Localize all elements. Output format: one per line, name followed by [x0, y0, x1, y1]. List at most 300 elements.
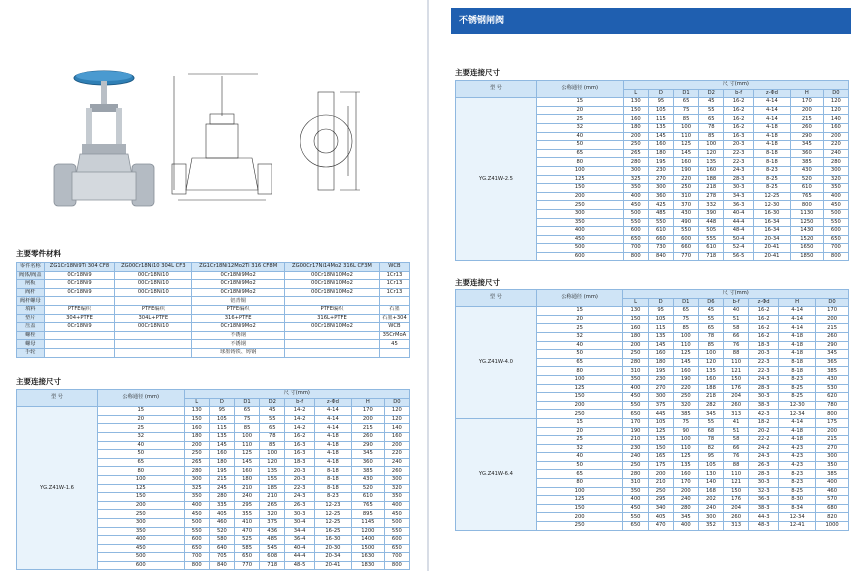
table-cell: 240 — [384, 458, 409, 467]
table-header-cell: D1 — [673, 298, 698, 307]
table-cell: 765 — [351, 501, 384, 510]
table-cell: 1400 — [351, 536, 384, 545]
table-cell: 24-3 — [749, 453, 779, 462]
table-header-cell: 型 号 — [17, 390, 98, 407]
table-cell: 球墨铸铁、铸钢 — [192, 348, 285, 357]
table-cell: 130 — [623, 307, 648, 316]
table-cell: 12-25 — [753, 192, 790, 201]
table-cell: 32-3 — [749, 487, 779, 496]
table-cell: 278 — [699, 192, 724, 201]
table-cell — [44, 331, 115, 340]
table-cell: 230 — [623, 444, 648, 453]
table-cell: 0Cr18Ni9Mo2 — [192, 280, 285, 289]
table-cell: 4-18 — [753, 123, 790, 132]
table-cell: 176 — [724, 496, 749, 505]
table-cell: 20-30 — [314, 544, 351, 553]
table-cell: 210 — [648, 479, 673, 488]
table-cell: 51 — [724, 315, 749, 324]
table-cell: 145 — [673, 149, 698, 158]
table-cell: 78 — [699, 123, 724, 132]
table-cell: 120 — [699, 149, 724, 158]
table-cell: 650 — [823, 235, 848, 244]
table-cell: 44-4 — [285, 553, 315, 562]
table-cell: 20 — [536, 427, 623, 436]
table-cell: 570 — [816, 496, 849, 505]
table-cell: 175 — [816, 418, 849, 427]
table-cell: 200 — [184, 441, 209, 450]
table-cell: 1650 — [790, 244, 823, 253]
table-cell: 26-3 — [285, 501, 315, 510]
table-cell: 520 — [209, 527, 234, 536]
table-cell: 345 — [351, 450, 384, 459]
table-cell: 15 — [536, 307, 623, 316]
table-cell: 32 — [536, 332, 623, 341]
table-cell: 65 — [536, 470, 623, 479]
table-cell: 450 — [536, 235, 623, 244]
table-cell: 150 — [536, 504, 623, 513]
table-cell: 85 — [698, 341, 723, 350]
table-cell: 8-18 — [779, 358, 816, 367]
table-cell: 1Cr13 — [379, 271, 409, 280]
table-cell: 610 — [699, 244, 724, 253]
table-cell: 8-18 — [314, 467, 351, 476]
table-cell: 28-3 — [749, 384, 779, 393]
table-cell: 770 — [673, 252, 698, 261]
table-cell: 42-3 — [749, 410, 779, 419]
table-cell: 600 — [623, 227, 648, 236]
table-cell: 95 — [648, 307, 673, 316]
table-cell: 145 — [209, 441, 234, 450]
table-cell: 200 — [623, 132, 648, 141]
table-cell: 550 — [648, 218, 673, 227]
table-cell: 610 — [351, 493, 384, 502]
table-cell: 385 — [790, 158, 823, 167]
table-cell: 180 — [623, 123, 648, 132]
table-cell: 180 — [209, 458, 234, 467]
table-cell: 530 — [816, 384, 849, 393]
table-cell: 170 — [816, 307, 849, 316]
table-cell: 350 — [623, 487, 648, 496]
table-cell: 430 — [816, 375, 849, 384]
table-cell: 280 — [184, 467, 209, 476]
table-cell: 20-3 — [285, 475, 315, 484]
dimension-table-right-bottom — [455, 289, 849, 531]
table-cell: 718 — [699, 252, 724, 261]
table-cell: 4-23 — [779, 461, 816, 470]
table-cell: 150 — [184, 415, 209, 424]
table-cell: 65 — [673, 98, 698, 107]
table-cell: 460 — [816, 487, 849, 496]
table-cell: 718 — [260, 561, 285, 570]
table-cell: 65 — [699, 115, 724, 124]
table-cell: 350 — [823, 184, 848, 193]
table-cell: 100 — [97, 475, 184, 484]
table-cell: 8-23 — [779, 375, 816, 384]
table-cell: 340 — [648, 504, 673, 513]
table-cell: 105 — [648, 418, 673, 427]
table-cell — [379, 348, 409, 357]
table-cell: 120 — [384, 415, 409, 424]
table-cell: 00Cr18Ni10Mo2 — [285, 323, 380, 332]
table-cell: 100 — [260, 450, 285, 459]
table-cell: 螺母 — [17, 340, 45, 349]
table-cell: 160 — [234, 467, 259, 476]
table-cell: 12-41 — [779, 522, 816, 531]
table-cell: 00Cr18Ni10Mo2 — [285, 271, 380, 280]
table-cell: 280 — [623, 158, 648, 167]
table-cell: 200 — [673, 487, 698, 496]
table-cell: 100 — [673, 123, 698, 132]
table-cell: 100 — [698, 350, 723, 359]
table-cell: 260 — [724, 401, 749, 410]
table-cell: 130 — [698, 470, 723, 479]
table-cell: 14-2 — [285, 424, 315, 433]
table-cell: 170 — [673, 479, 698, 488]
table-cell: 160 — [673, 367, 698, 376]
table-cell: 8-23 — [779, 470, 816, 479]
table-cell: 12-30 — [779, 401, 816, 410]
table-cell: 200 — [536, 192, 623, 201]
table-cell: 120 — [823, 106, 848, 115]
table-cell: 200 — [623, 341, 648, 350]
table-cell: 88 — [724, 461, 749, 470]
table-cell: 660 — [648, 235, 673, 244]
table-cell: 300 — [648, 393, 673, 402]
table-cell: 125 — [673, 141, 698, 150]
table-cell: 40 — [536, 453, 623, 462]
table-cell: 8-25 — [779, 487, 816, 496]
table-cell: 600 — [97, 561, 184, 570]
table-cell: 240 — [234, 493, 259, 502]
table-cell: 25 — [97, 424, 184, 433]
table-cell: 150 — [724, 487, 749, 496]
table-cell — [379, 297, 409, 306]
table-cell: 125 — [536, 175, 623, 184]
table-cell: 250 — [673, 184, 698, 193]
table-cell: 95 — [648, 98, 673, 107]
table-cell: 120 — [260, 458, 285, 467]
table-cell: 436 — [260, 527, 285, 536]
table-cell: 68 — [698, 427, 723, 436]
table-cell: 260 — [351, 432, 384, 441]
table-cell: 4-14 — [314, 424, 351, 433]
table-cell: 550 — [184, 527, 209, 536]
table-header-cell: z-Φd — [314, 398, 351, 407]
table-cell: 1430 — [790, 227, 823, 236]
table-cell: 260 — [790, 123, 823, 132]
table-cell: 100 — [536, 487, 623, 496]
table-cell: 195 — [209, 467, 234, 476]
table-cell: 430 — [790, 166, 823, 175]
table-cell: 闸板 — [17, 280, 45, 289]
table-cell: 65 — [234, 407, 259, 416]
table-cell: 40 — [536, 341, 623, 350]
table-cell: 填料 — [17, 305, 45, 314]
table-cell: 202 — [698, 496, 723, 505]
table-cell: 22-3 — [749, 367, 779, 376]
table-cell: 350 — [623, 375, 648, 384]
table-cell: 295 — [648, 496, 673, 505]
table-cell: 36-3 — [749, 496, 779, 505]
table-cell: 22-3 — [285, 484, 315, 493]
table-cell: 110 — [234, 441, 259, 450]
table-cell: 840 — [648, 252, 673, 261]
table-cell: 313 — [724, 522, 749, 531]
table-cell — [115, 297, 192, 306]
table-cell: 85 — [673, 115, 698, 124]
table-cell: 75 — [673, 106, 698, 115]
table-cell: 55 — [698, 418, 723, 427]
table-cell: 160 — [698, 375, 723, 384]
table-header-cell: L — [184, 398, 209, 407]
table-cell: 282 — [698, 401, 723, 410]
table-header-cell: 公称通径 (mm) — [97, 390, 184, 407]
table-row — [17, 297, 410, 306]
table-header-cell: b-f — [724, 298, 749, 307]
table-cell: 220 — [673, 175, 698, 184]
table-cell: 500 — [97, 553, 184, 562]
table-cell: 500 — [623, 209, 648, 218]
table-cell: 115 — [648, 115, 673, 124]
table-cell: 110 — [673, 444, 698, 453]
table-cell: 800 — [623, 252, 648, 261]
table-cell: 160 — [384, 432, 409, 441]
table-header-cell: D — [648, 89, 673, 98]
table-cell: 12-25 — [314, 510, 351, 519]
table-cell: 160 — [648, 141, 673, 150]
table-cell: 400 — [816, 479, 849, 488]
table-cell: 660 — [673, 244, 698, 253]
table-cell: 4-14 — [753, 106, 790, 115]
table-cell: 176 — [724, 384, 749, 393]
table-cell: 20-41 — [314, 561, 351, 570]
table-cell: 34-4 — [285, 527, 315, 536]
table-cell: 阀杆螺母 — [17, 297, 45, 306]
table-cell: 320 — [384, 484, 409, 493]
table-cell: 20-34 — [753, 235, 790, 244]
table-cell: 240 — [623, 453, 648, 462]
table-cell: 200 — [823, 132, 848, 141]
table-cell: 345 — [816, 350, 849, 359]
table-cell: 310 — [623, 479, 648, 488]
table-cell: 190 — [623, 427, 648, 436]
table-cell: 4-14 — [753, 98, 790, 107]
table-cell: 450 — [384, 510, 409, 519]
table-cell: 28-3 — [724, 175, 754, 184]
table-cell: 38-3 — [749, 401, 779, 410]
table-cell: 90 — [673, 427, 698, 436]
table-cell: 218 — [698, 393, 723, 402]
table-cell: 220 — [823, 141, 848, 150]
table-cell: 700 — [184, 553, 209, 562]
table-cell: 450 — [623, 393, 648, 402]
table-cell: 650 — [623, 522, 648, 531]
table-row — [17, 340, 410, 349]
table-cell: 4-14 — [779, 315, 816, 324]
table-cell: 66 — [724, 332, 749, 341]
table-cell: 8-23 — [779, 479, 816, 488]
table-cell: 470 — [648, 522, 673, 531]
table-cell: 280 — [623, 358, 648, 367]
table-cell: 550 — [823, 218, 848, 227]
table-cell: 50 — [536, 141, 623, 150]
table-cell: 370 — [673, 201, 698, 210]
table-cell: 44-4 — [724, 218, 754, 227]
table-cell: 215 — [209, 475, 234, 484]
table-cell: 800 — [790, 201, 823, 210]
table-cell: 313 — [724, 410, 749, 419]
table-cell: 121 — [724, 479, 749, 488]
table-cell: 448 — [699, 218, 724, 227]
model-cell: YG.Z41W-2.5 — [456, 98, 537, 261]
table-cell: 180 — [184, 432, 209, 441]
table-cell: 520 — [790, 175, 823, 184]
table-cell: 450 — [97, 544, 184, 553]
table-cell: 250 — [673, 393, 698, 402]
table-cell: 00Cr18Ni10 — [115, 323, 192, 332]
table-cell: 335 — [209, 501, 234, 510]
table-cell: 8-18 — [753, 158, 790, 167]
table-cell: 石墨+304 — [379, 314, 409, 323]
table-cell: 50 — [536, 461, 623, 470]
table-cell: 55 — [699, 106, 724, 115]
table-cell: 16-3 — [724, 132, 754, 141]
table-cell: 85 — [234, 424, 259, 433]
table-cell: 350 — [97, 527, 184, 536]
table-cell: 130 — [623, 98, 648, 107]
table-cell: 550 — [623, 401, 648, 410]
table-cell: 4-18 — [314, 432, 351, 441]
table-cell: 40-4 — [285, 544, 315, 553]
table-cell: 265 — [260, 501, 285, 510]
table-cell: 8-30 — [779, 496, 816, 505]
table-cell: 450 — [623, 201, 648, 210]
table-cell: 800 — [823, 252, 848, 261]
table-cell: 16-2 — [724, 98, 754, 107]
right-page — [429, 0, 855, 571]
table-cell: 555 — [699, 235, 724, 244]
table-cell: 650 — [234, 553, 259, 562]
table-row — [17, 314, 410, 323]
table-cell: 230 — [648, 166, 673, 175]
table-cell: 100 — [536, 375, 623, 384]
table-cell: 12-30 — [753, 201, 790, 210]
table-cell: 24-3 — [724, 166, 754, 175]
table-cell — [44, 348, 115, 357]
table-cell: 280 — [673, 504, 698, 513]
table-cell: 0Cr18Ni9 — [44, 323, 115, 332]
table-cell: 110 — [724, 358, 749, 367]
table-cell: 125 — [234, 450, 259, 459]
table-cell: 350 — [384, 493, 409, 502]
table-header-row — [456, 81, 849, 90]
table-cell: 58 — [724, 324, 749, 333]
table-cell: 150 — [536, 393, 623, 402]
dimension-table-left — [16, 389, 410, 570]
table-cell: 300 — [536, 209, 623, 218]
table-cell: 150 — [97, 493, 184, 502]
table-cell: 4-18 — [779, 427, 816, 436]
table-cell: 135 — [648, 123, 673, 132]
table-cell: 150 — [536, 184, 623, 193]
table-cell: 120 — [698, 358, 723, 367]
table-cell: 0Cr18Ni9Mo2 — [192, 323, 285, 332]
table-header-cell: z-Φd — [753, 89, 790, 98]
table-cell — [115, 340, 192, 349]
table-cell: 4-18 — [753, 141, 790, 150]
table-cell: 200 — [384, 441, 409, 450]
table-cell: 14-2 — [285, 415, 315, 424]
table-cell: 175 — [648, 461, 673, 470]
table-cell: 76 — [724, 341, 749, 350]
table-cell: 325 — [184, 484, 209, 493]
table-cell: 125 — [648, 427, 673, 436]
table-cell: 500 — [184, 518, 209, 527]
table-cell: 95 — [698, 453, 723, 462]
table-cell: 16-2 — [749, 332, 779, 341]
table-cell: 120 — [384, 407, 409, 416]
table-cell: 640 — [209, 544, 234, 553]
table-cell: 215 — [790, 115, 823, 124]
table-cell: 16-2 — [749, 324, 779, 333]
table-cell: 400 — [184, 501, 209, 510]
table-cell: 16-3 — [285, 441, 315, 450]
table-cell: 304+PTFE — [44, 314, 115, 323]
table-header-cell: b-f — [724, 89, 754, 98]
table-cell: 00Cr18Ni10 — [115, 288, 192, 297]
table-cell: 80 — [536, 367, 623, 376]
table-cell: 22-3 — [749, 358, 779, 367]
table-cell: 石墨 — [379, 305, 409, 314]
table-cell: 4-18 — [314, 441, 351, 450]
table-cell: 16-2 — [749, 307, 779, 316]
table-cell: 20-34 — [314, 553, 351, 562]
table-cell: 85 — [673, 324, 698, 333]
model-cell: YG.Z41W-6.4 — [456, 418, 537, 530]
table-cell: 295 — [234, 501, 259, 510]
table-cell: 32 — [536, 123, 623, 132]
table-cell: 0Cr18Ni9Mo2 — [192, 288, 285, 297]
table-cell: 00Cr18Ni10Mo2 — [285, 288, 380, 297]
table-cell: 360 — [351, 458, 384, 467]
table-cell: 1Cr13 — [379, 280, 409, 289]
table-cell: 20 — [97, 415, 184, 424]
table-cell: 00Cr18Ni10 — [115, 280, 192, 289]
table-cell: 280 — [209, 493, 234, 502]
valve-section-drawing — [168, 68, 272, 208]
table-cell: 66 — [724, 444, 749, 453]
table-cell: 360 — [648, 192, 673, 201]
table-cell: 135 — [648, 332, 673, 341]
table-cell: 250 — [623, 461, 648, 470]
table-cell: 130 — [184, 407, 209, 416]
table-header-cell: ZG1Cr18Ni9Ti 304 CF8 — [44, 263, 115, 272]
table-row — [17, 407, 410, 416]
table-cell: 125 — [536, 384, 623, 393]
table-row — [456, 418, 849, 427]
table-cell: 500 — [823, 209, 848, 218]
model-cell: YG.Z41W-4.0 — [456, 307, 537, 419]
table-cell: 410 — [234, 518, 259, 527]
table-cell: 650 — [623, 410, 648, 419]
table-header-cell: D0 — [816, 298, 849, 307]
table-cell: 240 — [673, 496, 698, 505]
table-cell: 320 — [823, 175, 848, 184]
table-cell: 350 — [816, 461, 849, 470]
table-cell: 345 — [698, 410, 723, 419]
table-cell: 15 — [536, 98, 623, 107]
table-cell: 100 — [673, 332, 698, 341]
